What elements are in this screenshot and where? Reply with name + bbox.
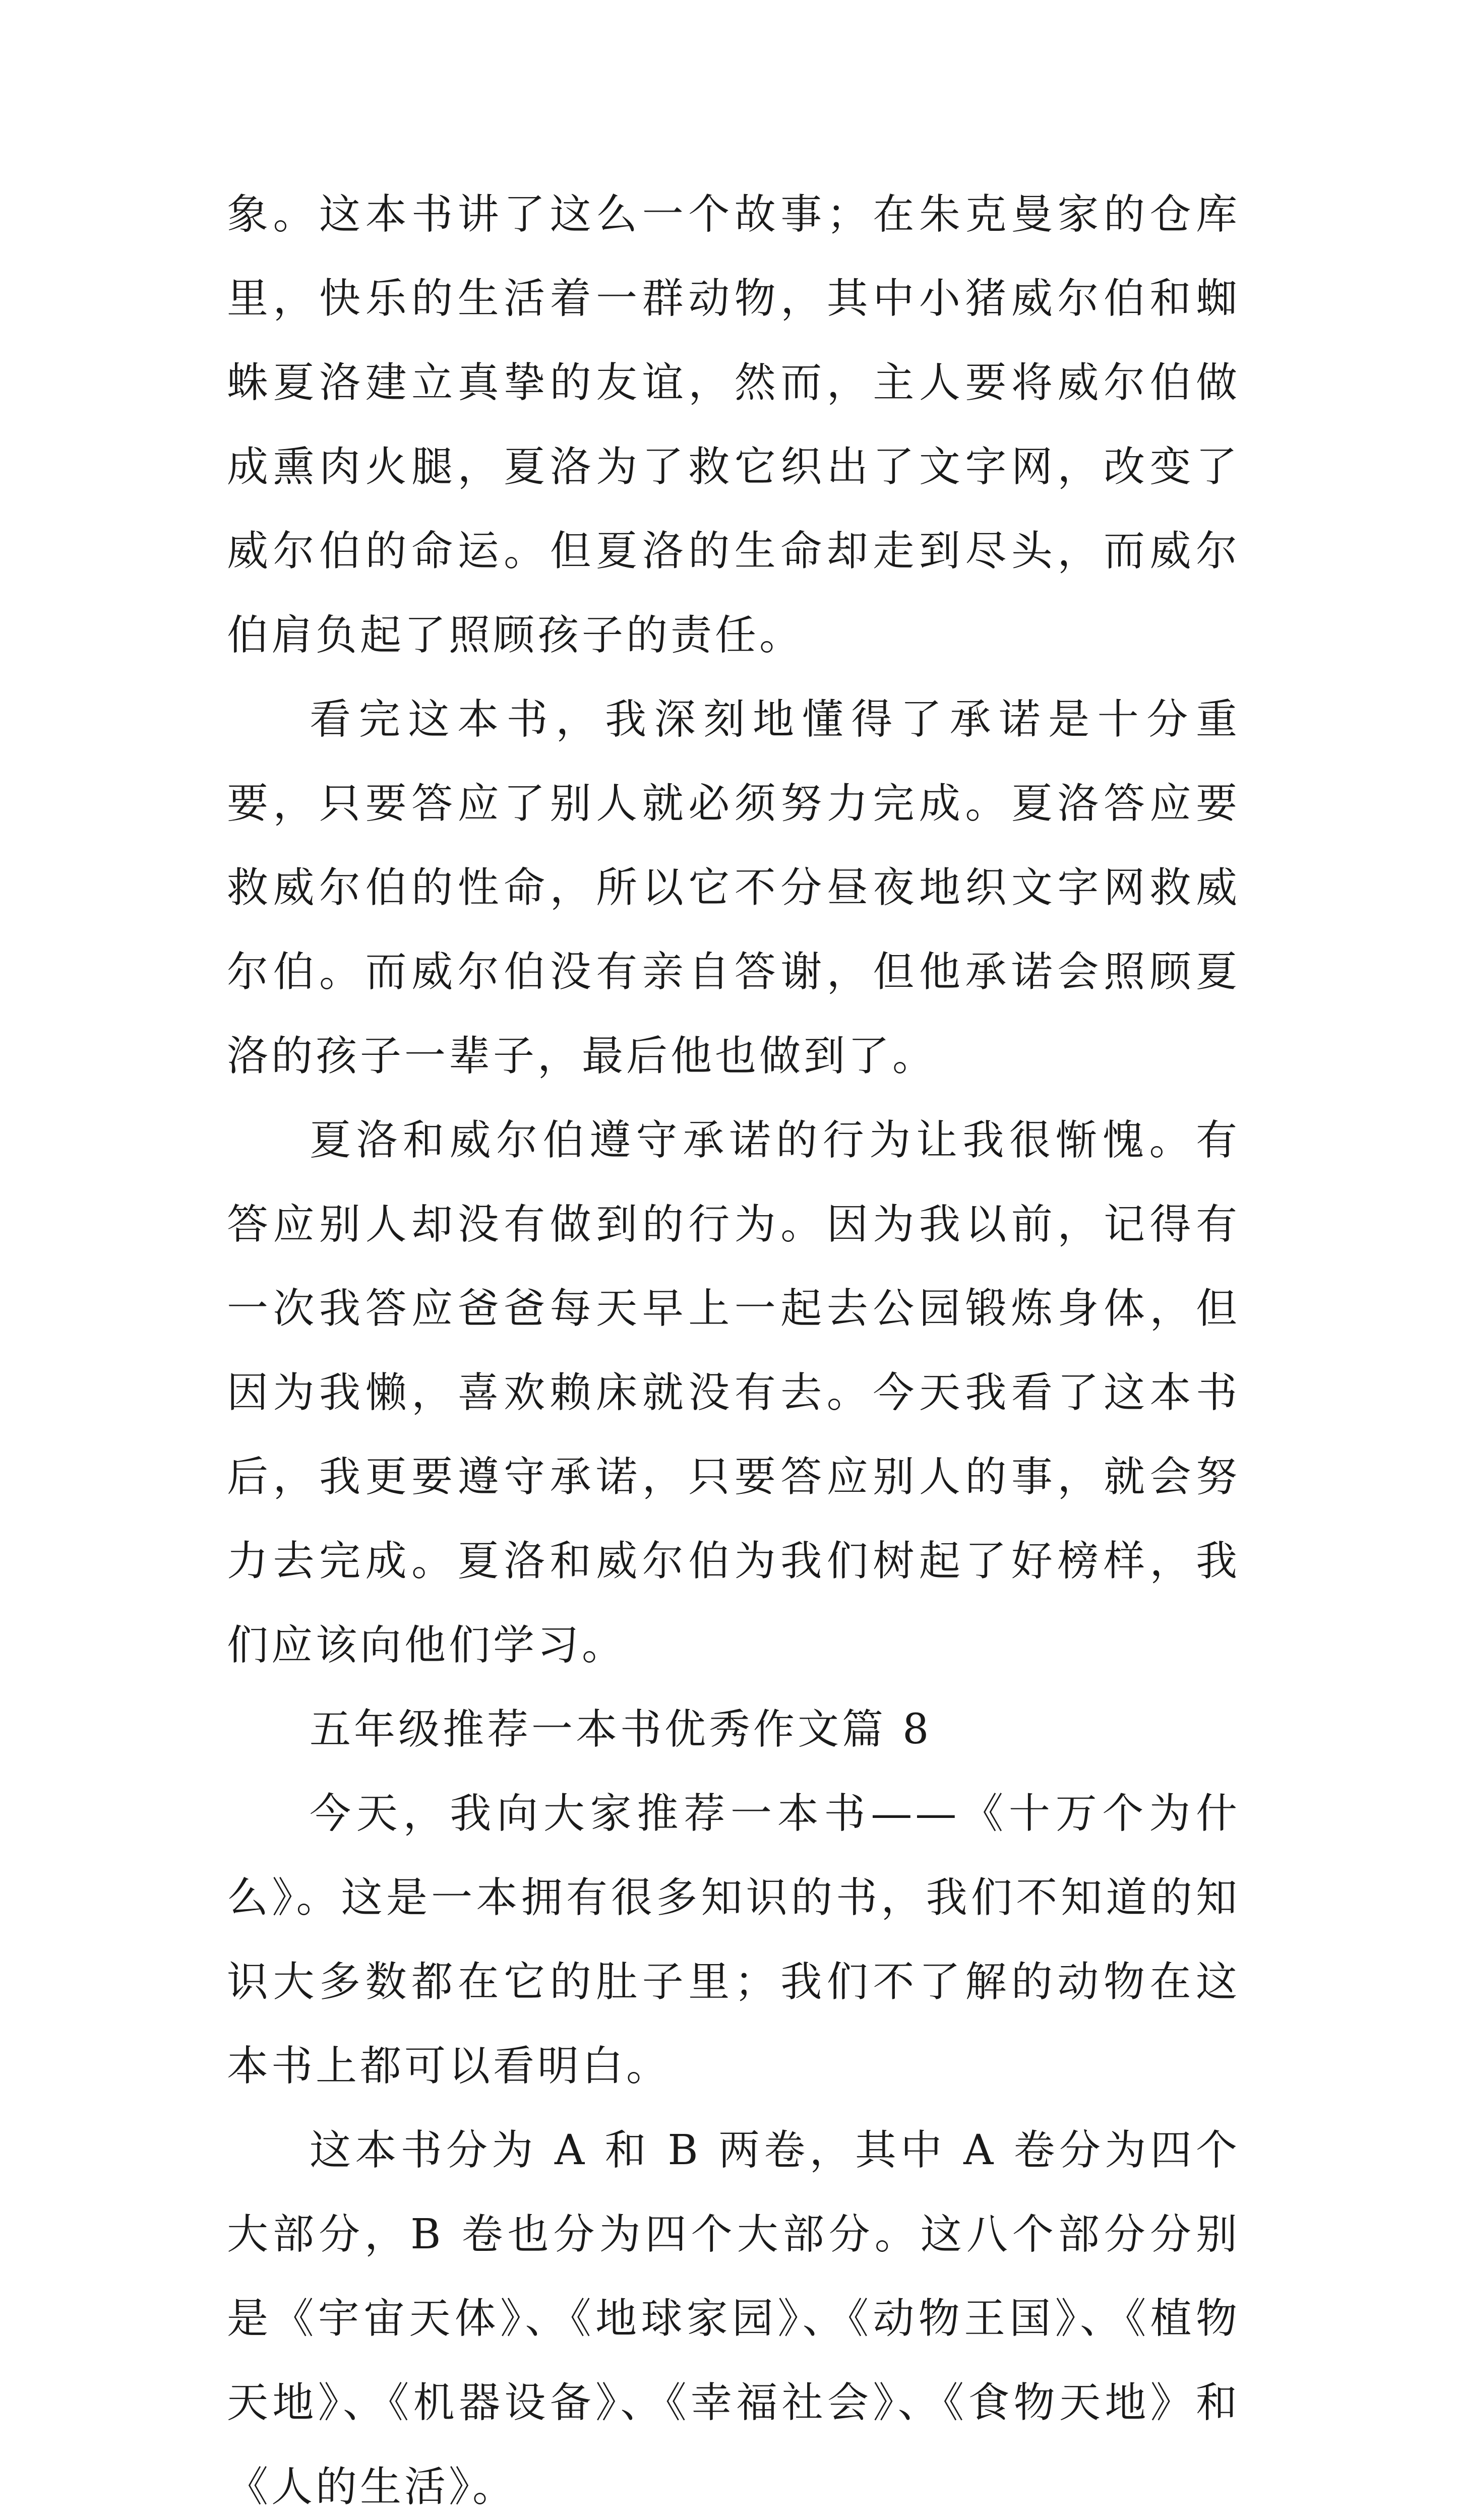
paragraph-story-summary: 象。这本书讲了这么一个故事；在朱克曼家的仓库里，快乐的生活着一群动物，其中小猪威尔伯和蜘蛛夏洛建立真挚的友谊，然而，主人要将威尔伯做成熏肉火腿，夏洛为了救它织出了文字网，改变了威尔伯的命运。但夏洛的生命却走到尽头，而威尔伯肩负起了照顾孩子的责任。 — [227, 191, 1240, 659]
paragraph-book-sections: 这本书分为 A 和 B 两卷，其中 A 卷分为四个大部分，B 卷也分为四个大部分。这八个部分分别是《宇宙天体》、《地球家园》、《动物王国》、《植物天地》、《机器设备》、《幸福社会》、《食物天地》和《人的生活》。 — [227, 2126, 1240, 2511]
document-body — [227, 172, 1240, 2520]
paragraph-promise-lesson: 看完这本书，我深刻地懂得了承诺是十分重要，只要答应了别人就必须努力完成。夏洛答应要救威尔伯的性命，所以它不分昼夜地织文字网救威尔伯。而威尔伯没有亲自答谢，但他承诺会照顾夏洛的孩子一辈子，最后他也做到了。 — [227, 696, 1240, 1080]
paragraph-reflection: 夏洛和威尔伯遵守承诺的行为让我很惭愧。有答应别人却没有做到的行为。因为我以前，记得有一次我答应爸爸每天早上一起去公园锻炼身体，但因为我懒，喜欢赖床就没有去。今天我看了这本书后，我更要遵守承诺，只要答应别人的事，就会努力去完成。夏洛和威尔伯为我们树起了好榜样，我们应该向他们学习。 — [227, 1116, 1240, 1669]
paragraph-book-intro: 今天，我向大家推荐一本书——《十万个为什么》。这是一本拥有很多知识的书，我们不知道的知识大多数都在它的肚子里；我们不了解的动物在这本书上都可以看明白。 — [227, 1790, 1240, 2090]
essay-heading: 五年级推荐一本书优秀作文篇 8 — [310, 1706, 932, 1753]
